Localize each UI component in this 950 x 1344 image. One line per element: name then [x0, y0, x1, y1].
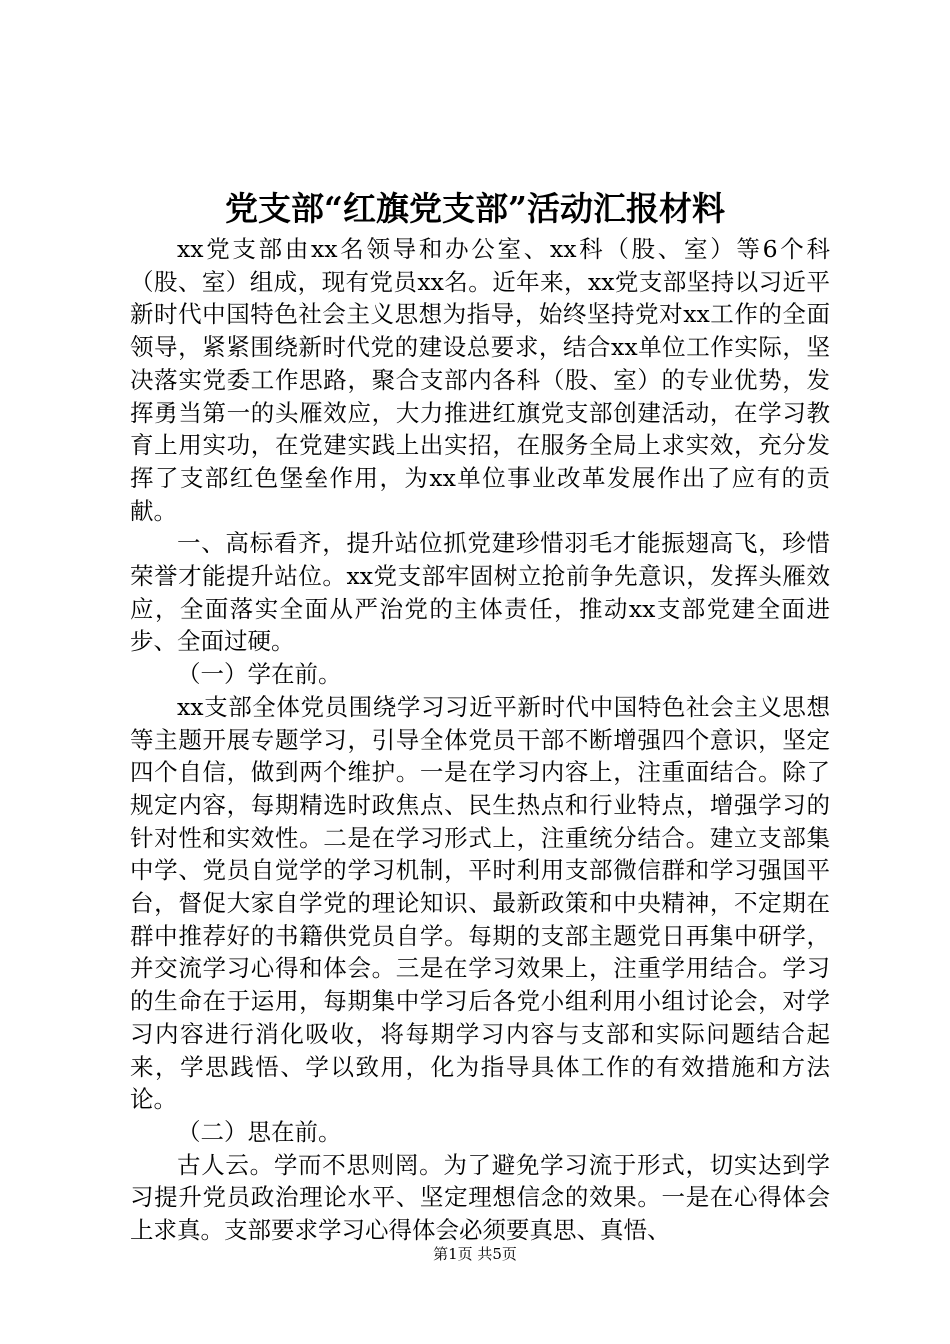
document-title: 党支部“红旗党支部”活动汇报材料	[225, 189, 725, 228]
paragraph-study: xx支部全体党员围绕学习习近平新时代中国特色社会主义思想等主题开展专题学习，引导全体党员干部不断增强四个意识，坚定四个自信，做到两个维护。一是在学习内容上，注重面结合。除了规定内容，每期精选时政焦点、民生热点和行业特点，增强学习的针对性和实效性。二是在学习形式上，注重统分结合。建立支部集中学、党员自觉学的学习机制，平时利用支部微信群和学习强国平台，督促大家自学党的理论知识、最新政策和中央精神，不定期在群中推荐好的书籍供党员自学。每期的支部主题党日再集中研学，并交流学习心得和体会。三是在学习效果上，注重学用结合。学习的生命在于运用，每期集中学习后各党小组利用小组讨论会，对学习内容进行消化吸收，将每期学习内容与支部和实际问题结合起来，学思践悟、学以致用，化为指导具体工作的有效措施和方法论。	[130, 692, 830, 1114]
paragraph-intro: xx党支部由xx名领导和办公室、xx科（股、室）等6个科（股、室）组成，现有党员xx名。近年来，xx党支部坚持以习近平新时代中国特色社会主义思想为指导，始终坚持党对xx工作的全面领导，紧紧围绕新时代党的建设总要求，结合xx单位工作实际，坚决落实党委工作思路，聚合支部内各科（股、室）的专业优势，发挥勇当第一的头雁效应，大力推进红旗党支部创建活动，在学习教育上用实功，在党建实践上出实招，在服务全局上求实效，充分发挥了支部红色堡垒作用，为xx单位事业改革发展作出了应有的贡献。	[130, 235, 830, 525]
subheading-1: （一）学在前。	[177, 660, 342, 689]
subheading-2: （二）思在前。	[177, 1117, 342, 1146]
paragraph-section-1: 一、高标看齐，提升站位抓党建珍惜羽毛才能振翅高飞，珍惜荣誉才能提升站位。xx党支部牢固树立抢前争先意识，发挥头雁效应，全面落实全面从严治党的主体责任，推动xx支部党建全面进步、全面过硬。	[130, 529, 830, 656]
document-body	[130, 233, 830, 1247]
page-footer: 第1页 共5页	[433, 1245, 517, 1263]
paragraph-think: 古人云。学而不思则罔。为了避免学习流于形式，切实达到学习提升党员政治理论水平、坚定理想信念的效果。一是在心得体会上求真。支部要求学习心得体会必须要真思、真悟、	[130, 1150, 830, 1245]
